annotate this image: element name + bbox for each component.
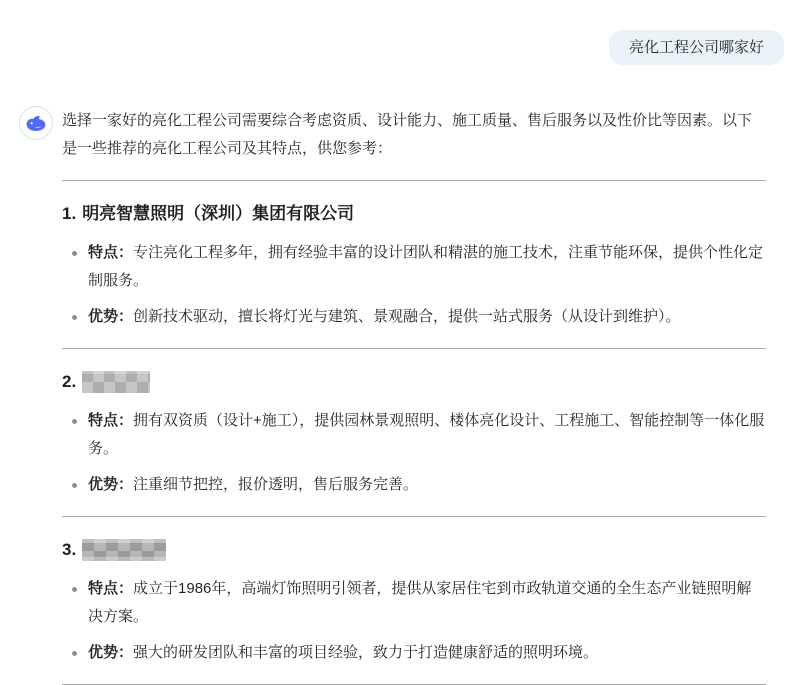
list-item (88, 407, 766, 463)
bullet-label: 优势： (88, 644, 134, 661)
company-heading (62, 538, 766, 562)
list-item (88, 239, 766, 295)
bullet-text: 创新技术驱动，擅长将灯光与建筑、景观融合，提供一站式服务（从设计到维护）。 (133, 308, 681, 325)
user-message-row (0, 0, 800, 65)
intro-paragraph: 选择一家好的亮化工程公司需要综合考虑资质、设计能力、施工质量、售后服务以及性价比等因素。以下是一些推荐的亮化工程公司及其特点，供您参考： (62, 112, 753, 157)
company-heading (62, 370, 766, 394)
list-item (88, 639, 766, 667)
company-number: 1. (62, 204, 77, 223)
bullet-label: 特点： (88, 412, 134, 429)
company-number: 2. (62, 372, 77, 391)
bullet-label: 特点： (88, 580, 134, 597)
bullet-text: 成立于1986年，高端灯饰照明引领者，提供从家居住宅到市政轨道交通的全生态产业链照明解决方案。 (88, 580, 752, 625)
company-title: 明亮智慧照明（深圳）集团有限公司 (82, 204, 355, 223)
censored-company-name (82, 371, 150, 393)
censored-company-name (82, 539, 166, 561)
bullet-label: 优势： (88, 476, 134, 493)
section-divider (62, 516, 766, 517)
company-section-3 (62, 538, 766, 667)
bullet-text: 拥有双资质（设计+施工），提供园林景观照明、楼体亮化设计、工程施工、智能控制等一体化服务。 (88, 412, 765, 457)
assistant-message (0, 105, 800, 685)
bullet-label: 特点： (88, 244, 134, 261)
feature-list (62, 407, 766, 499)
list-item (88, 575, 766, 631)
company-number: 3. (62, 540, 77, 559)
section-divider (62, 180, 766, 181)
assistant-message-content (62, 105, 766, 685)
assistant-avatar (19, 106, 53, 140)
deepseek-whale-icon (24, 111, 48, 135)
feature-list (62, 575, 766, 667)
bullet-label: 优势： (88, 308, 134, 325)
feature-list (62, 239, 766, 331)
section-divider (62, 348, 766, 349)
company-section-2 (62, 370, 766, 499)
bullet-text: 强大的研发团队和丰富的项目经验，致力于打造健康舒适的照明环境。 (133, 644, 599, 661)
company-section-1 (62, 202, 766, 331)
company-heading (62, 202, 766, 226)
user-message-bubble: 亮化工程公司哪家好 (609, 30, 784, 65)
bullet-text: 专注亮化工程多年，拥有经验丰富的设计团队和精湛的施工技术，注重节能环保，提供个性化定制服务。 (88, 244, 764, 289)
list-item (88, 471, 766, 499)
list-item (88, 303, 766, 331)
bullet-text: 注重细节把控，报价透明，售后服务完善。 (133, 476, 419, 493)
